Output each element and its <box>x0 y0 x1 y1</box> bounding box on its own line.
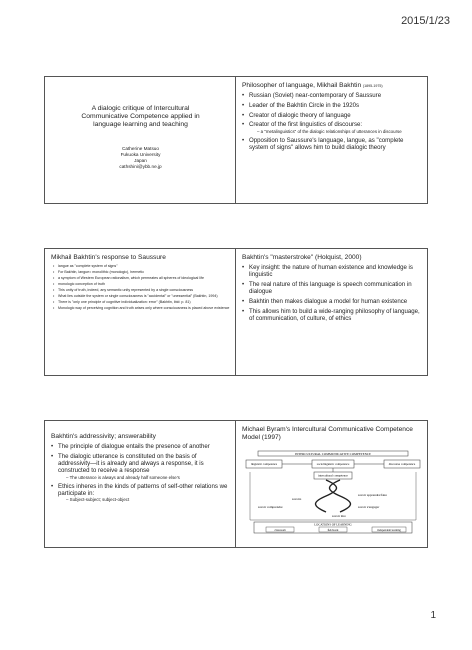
title-line: A dialogic critique of Intercultural <box>91 105 190 112</box>
bullet-item: • Bakhtin then makes dialogue a model for human existence <box>249 298 421 305</box>
etre-label: savoir être <box>332 514 346 518</box>
slide-addressivity <box>44 420 237 548</box>
bullet-list <box>236 264 427 323</box>
bullet-item: • For Bakhtin, langue= monolithic (monologic), hermetic <box>58 270 230 275</box>
slide-heading: Bakhtin's "masterstroke" (Holquist, 2000) <box>242 254 362 261</box>
bullet-list <box>45 264 236 310</box>
discourse-label: discourse competence <box>388 462 416 466</box>
slide-bakhtin-intro <box>235 76 428 204</box>
slide-heading <box>236 77 427 92</box>
slide-heading-text: Philosopher of language, Mikhail Bakhtin <box>242 82 362 89</box>
bullet-item <box>58 453 230 480</box>
sub-bullet: – The utterance is always and already half someone else's <box>66 474 180 480</box>
slide-heading: Mikhail Bakhtin's response to Saussure <box>51 254 166 261</box>
slide-response-to-saussure <box>44 248 237 376</box>
cover-content <box>45 77 236 170</box>
bullet-item: • Opposition to Saussure's language, langue, as "complete system of signs" allows him to build dialogic theory <box>249 137 421 152</box>
bullet-item: • Creator of dialogic theory of language <box>249 112 421 119</box>
bullet-item: • a symptom of Western European rationalism, which permeates all spheres of ideological life <box>58 276 230 281</box>
locations-label: LOCATIONS OF LEARNING <box>314 522 352 527</box>
bullet-list <box>45 443 236 503</box>
savoirs-label: savoirs <box>292 497 302 501</box>
bullet-item: • What lies outside the system or single consciousness is "accidental" or "unessential" (Bakhtin, 1994) <box>58 294 230 299</box>
author-university: Fukuoka University <box>120 151 161 157</box>
engager-label: savoir s'engager <box>358 505 380 509</box>
bullet-list <box>236 92 427 151</box>
bullet-item: • langue as "complete system of signs" <box>58 264 230 269</box>
author-info <box>53 146 228 170</box>
icc-model-diagram <box>244 450 422 534</box>
bullet-item: • Key insight: the nature of human existence and knowledge is linguistic <box>249 264 421 279</box>
bullet-item: • There is "only one principle of cognitive individualization: error" (Bakhtin, ibid: p. 81) <box>58 300 230 305</box>
slide-heading: Bakhtin's addressivity; answerability <box>51 433 156 440</box>
title-line: Communicative Competence applied in <box>81 113 200 121</box>
slide-title <box>44 76 237 204</box>
slide-byram-model <box>235 420 428 548</box>
helix-strand <box>330 480 351 512</box>
bullet-item: • The real nature of this language is speech communication in dialogue <box>249 281 421 296</box>
top-label: INTERCULTURAL COMMUNICATIVE COMPETENCE <box>295 452 371 456</box>
page-number: 1 <box>430 610 436 621</box>
helix-strand <box>316 480 337 512</box>
bullet-text: The dialogic utterance is constituted on the basis of addressivity—it is already and always a response, it is constructed to receive a response <box>58 452 204 475</box>
bullet-item: • This allows him to build a wide-ranging philosophy of language, of communication, of culture, of ethics <box>249 308 421 323</box>
author-name: Catherine Matsuo <box>122 145 159 151</box>
author-country: Japan <box>134 157 147 163</box>
comprendre-label: savoir comprendre <box>258 505 283 509</box>
document-date: 2015/1/23 <box>401 15 450 27</box>
presentation-title <box>53 105 228 130</box>
slide-heading: Michael Byram's Intercultural Communicative Competence Model (1997) <box>242 426 413 441</box>
bullet-item: • monologic conception of truth <box>58 282 230 287</box>
bullet-text: Creator of the first linguistics of discourse: <box>249 121 363 129</box>
sociolinguistic-label: sociolinguistic competence <box>316 462 350 466</box>
bullet-text: Ethics inheres in the kinds of patterns of self-other relations we participate in: <box>58 482 228 497</box>
apprendre-label: savoir apprendre/faire <box>358 493 388 497</box>
author-email: cathshini@ybb.ne.jp <box>119 163 162 169</box>
bullet-item: • This unity of truth, indeed, any semantic unity represented by a single consciousness <box>58 288 230 293</box>
bullet-item: • Russian (Soviet) near-contemporary of Saussure <box>249 92 421 99</box>
location-independent: independent learning <box>377 529 401 532</box>
intercultural-label: intercultural competence <box>318 473 348 478</box>
linguistic-label: linguistic competence <box>250 462 278 466</box>
location-fieldwork: fieldwork <box>327 529 339 532</box>
slide-masterstroke <box>235 248 428 376</box>
bullet-item: • Leader of the Bakhtin Circle in the 1920s <box>249 102 421 109</box>
sub-bullet: – a "metalinguistics" of the dialogic relationships of utterances in discourse <box>257 128 402 134</box>
bullet-item <box>58 483 230 503</box>
bullet-item <box>249 121 421 134</box>
bullet-item: • Monologic way of perceiving cognition and truth arises only where consciousness is placed above existence <box>58 306 230 311</box>
location-classroom: classroom <box>274 529 286 532</box>
title-line: language learning and teaching <box>93 121 188 129</box>
slide-heading-dates: (1895-1975) <box>362 84 383 88</box>
bullet-item: • The principle of dialogue entails the presence of another <box>58 443 230 450</box>
sub-bullet: – Subject-subject; subject-object <box>66 497 130 503</box>
